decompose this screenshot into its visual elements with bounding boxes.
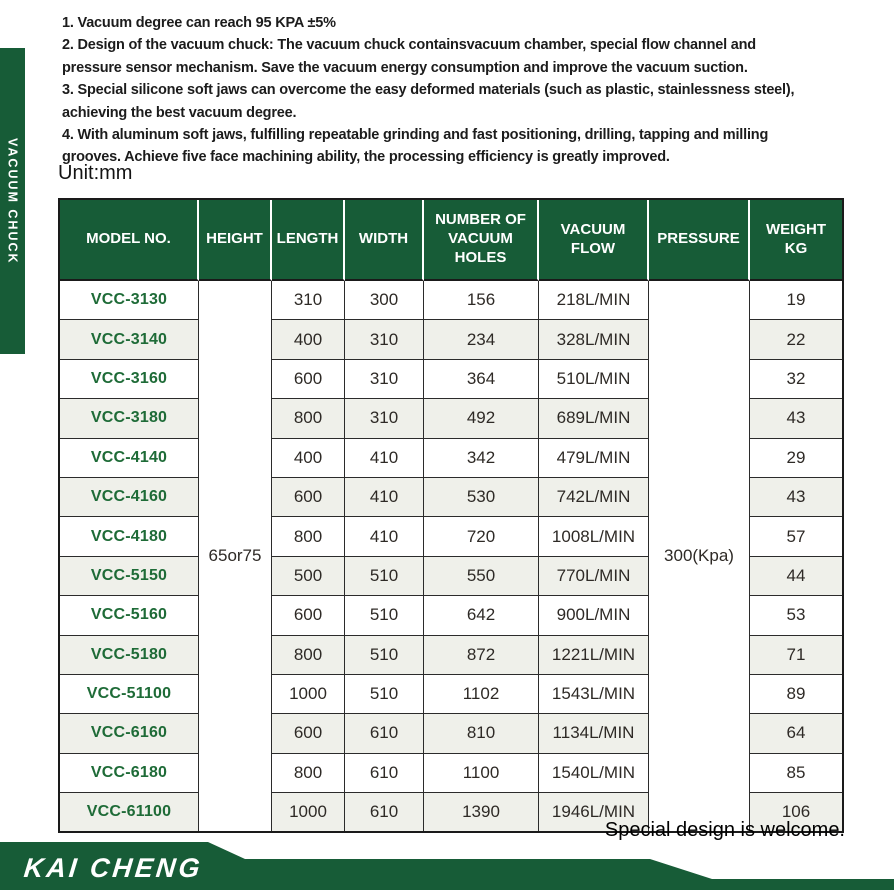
length-cell: 310: [272, 281, 345, 320]
weight-cell: 32: [750, 360, 842, 399]
flow-cell: 1540L/MIN: [539, 754, 649, 793]
pressure-merged-cell: 300(Kpa): [649, 281, 750, 831]
width-cell: 310: [345, 320, 424, 359]
weight-cell: 43: [750, 399, 842, 438]
width-cell: 300: [345, 281, 424, 320]
model-cell: VCC-6180: [60, 754, 199, 793]
holes-cell: 492: [424, 399, 539, 438]
holes-cell: 810: [424, 714, 539, 753]
flow-cell: 1134L/MIN: [539, 714, 649, 753]
weight-cell: 22: [750, 320, 842, 359]
column-header: HEIGHT: [199, 200, 272, 281]
column-header: WEIGHT KG: [750, 200, 842, 281]
holes-cell: 1102: [424, 675, 539, 714]
column-header: PRESSURE: [649, 200, 750, 281]
length-cell: 600: [272, 478, 345, 517]
holes-cell: 720: [424, 517, 539, 556]
flow-cell: 770L/MIN: [539, 557, 649, 596]
brand-logo: KAI CHENG: [22, 853, 205, 883]
flow-cell: 1543L/MIN: [539, 675, 649, 714]
weight-cell: 85: [750, 754, 842, 793]
length-cell: 1000: [272, 793, 345, 831]
table-header: [60, 200, 842, 281]
model-cell: VCC-3140: [60, 320, 199, 359]
weight-cell: 57: [750, 517, 842, 556]
column-header: LENGTH: [272, 200, 345, 281]
weight-cell: 29: [750, 439, 842, 478]
model-cell: VCC-5160: [60, 596, 199, 635]
flow-cell: 689L/MIN: [539, 399, 649, 438]
length-cell: 800: [272, 636, 345, 675]
feature-line: pressure sensor mechanism. Save the vacuum energy consumption and improve the vacuum suction.: [62, 59, 748, 76]
width-cell: 610: [345, 714, 424, 753]
sidebar-label: VACUUM CHUCK: [5, 137, 20, 265]
width-cell: 310: [345, 360, 424, 399]
weight-cell: 106: [750, 793, 842, 831]
feature-line: grooves. Achieve five face machining ability, the processing efficiency is greatly improved.: [62, 149, 670, 166]
flow-cell: 900L/MIN: [539, 596, 649, 635]
length-cell: 600: [272, 714, 345, 753]
model-cell: VCC-4160: [60, 478, 199, 517]
length-cell: 400: [272, 320, 345, 359]
width-cell: 510: [345, 596, 424, 635]
width-cell: 510: [345, 557, 424, 596]
special-note: Special design is welcome.: [604, 819, 845, 841]
length-cell: 800: [272, 399, 345, 438]
header-row: [60, 200, 842, 281]
model-cell: VCC-5180: [60, 636, 199, 675]
weight-cell: 53: [750, 596, 842, 635]
model-cell: VCC-5150: [60, 557, 199, 596]
flow-cell: 742L/MIN: [539, 478, 649, 517]
weight-cell: 64: [750, 714, 842, 753]
model-cell: VCC-3180: [60, 399, 199, 438]
width-cell: 510: [345, 675, 424, 714]
flow-cell: 479L/MIN: [539, 439, 649, 478]
length-cell: 400: [272, 439, 345, 478]
unit-label: Unit:mm: [58, 162, 133, 184]
feature-line: achieving the best vacuum degree.: [62, 104, 297, 121]
width-cell: 410: [345, 478, 424, 517]
holes-cell: 1390: [424, 793, 539, 831]
height-merged-cell: 65or75: [199, 281, 272, 831]
table-row: [60, 281, 842, 320]
flow-cell: 218L/MIN: [539, 281, 649, 320]
column-header: MODEL NO.: [60, 200, 199, 281]
width-cell: 610: [345, 793, 424, 831]
holes-cell: 872: [424, 636, 539, 675]
width-cell: 510: [345, 636, 424, 675]
feature-line: 2. Design of the vacuum chuck: The vacuum chuck containsvacuum chamber, special flow channel and: [62, 37, 756, 54]
sidebar-tab: [0, 48, 25, 354]
feature-line: 1. Vacuum degree can reach 95 KPA ±5%: [62, 15, 336, 31]
feature-line: 3. Special silicone soft jaws can overcome the easy deformed materials (such as plastic, stainlessness steel),: [62, 82, 795, 99]
holes-cell: 1100: [424, 754, 539, 793]
model-cell: VCC-6160: [60, 714, 199, 753]
weight-cell: 19: [750, 281, 842, 320]
holes-cell: 342: [424, 439, 539, 478]
weight-cell: 89: [750, 675, 842, 714]
weight-cell: 71: [750, 636, 842, 675]
model-cell: VCC-4180: [60, 517, 199, 556]
width-cell: 410: [345, 517, 424, 556]
flow-cell: 1221L/MIN: [539, 636, 649, 675]
column-header: VACUUM FLOW: [539, 200, 649, 281]
width-cell: 310: [345, 399, 424, 438]
flow-cell: 510L/MIN: [539, 360, 649, 399]
flow-cell: 328L/MIN: [539, 320, 649, 359]
footer-bar: [0, 838, 894, 890]
table-body: [60, 281, 842, 831]
length-cell: 600: [272, 360, 345, 399]
model-cell: VCC-3160: [60, 360, 199, 399]
holes-cell: 642: [424, 596, 539, 635]
length-cell: 800: [272, 517, 345, 556]
holes-cell: 156: [424, 281, 539, 320]
column-header: NUMBER OF VACUUM HOLES: [424, 200, 539, 281]
model-cell: VCC-4140: [60, 439, 199, 478]
flow-cell: 1946L/MIN: [539, 793, 649, 831]
holes-cell: 530: [424, 478, 539, 517]
weight-cell: 43: [750, 478, 842, 517]
model-cell: VCC-61100: [60, 793, 199, 831]
spec-table: [58, 198, 844, 833]
holes-cell: 550: [424, 557, 539, 596]
length-cell: 800: [272, 754, 345, 793]
length-cell: 500: [272, 557, 345, 596]
model-cell: VCC-3130: [60, 281, 199, 320]
weight-cell: 44: [750, 557, 842, 596]
width-cell: 610: [345, 754, 424, 793]
length-cell: 600: [272, 596, 345, 635]
holes-cell: 364: [424, 360, 539, 399]
features-text: [62, 12, 872, 169]
feature-line: 4. With aluminum soft jaws, fulfilling repeatable grinding and fast positioning, drilling, tapping and milling: [62, 127, 769, 144]
width-cell: 410: [345, 439, 424, 478]
holes-cell: 234: [424, 320, 539, 359]
flow-cell: 1008L/MIN: [539, 517, 649, 556]
length-cell: 1000: [272, 675, 345, 714]
model-cell: VCC-51100: [60, 675, 199, 714]
column-header: WIDTH: [345, 200, 424, 281]
